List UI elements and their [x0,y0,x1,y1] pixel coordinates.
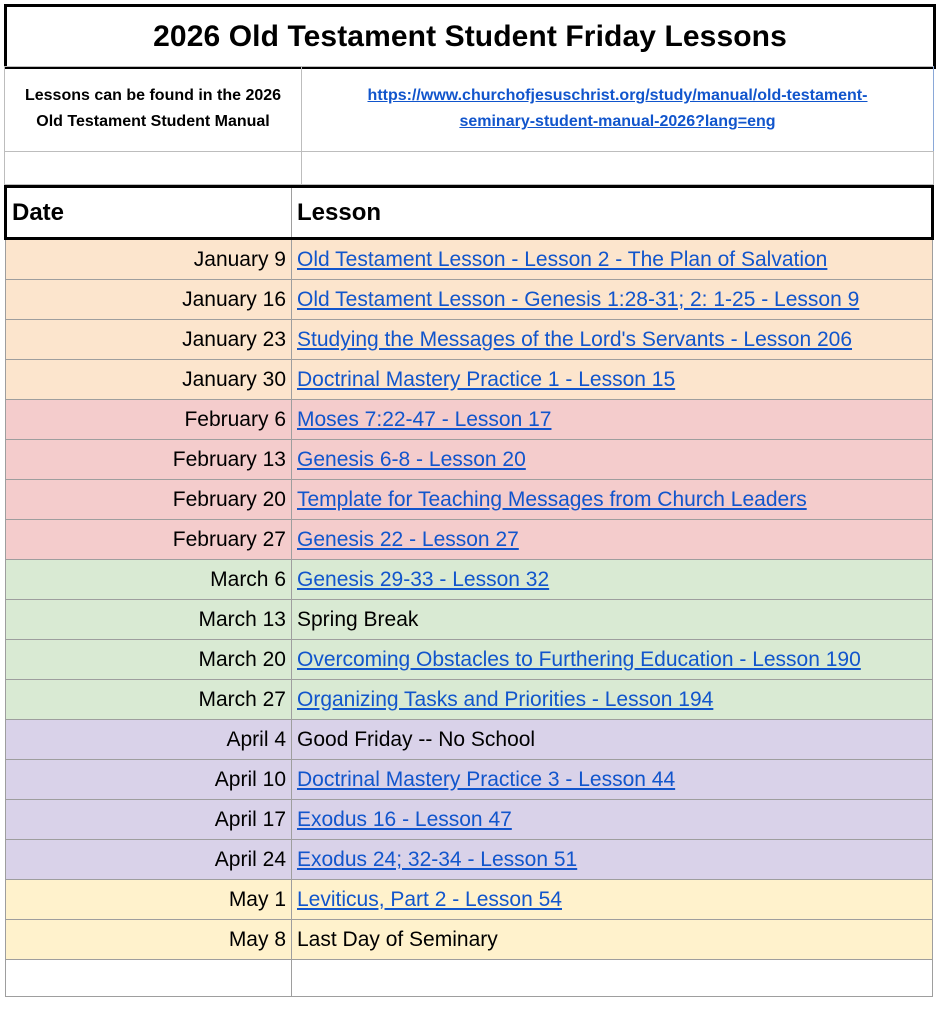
lesson-cell [292,280,933,320]
table-row [6,440,933,480]
lesson-cell [292,600,933,640]
date-cell: January 23 [6,320,292,360]
date-cell: April 10 [6,760,292,800]
lesson-cell [292,560,933,600]
lesson-cell [292,400,933,440]
table-row [6,720,933,760]
date-cell: February 27 [6,520,292,560]
lesson-cell [292,880,933,920]
date-cell: January 16 [6,280,292,320]
lesson-header: Lesson [292,187,933,239]
table-row [6,640,933,680]
lesson-link[interactable]: Studying the Messages of the Lord's Servants - Lesson 206 [297,327,853,351]
table-row [6,520,933,560]
lesson-cell [292,320,933,360]
spacer-row [5,152,934,185]
date-cell: February 20 [6,480,292,520]
date-cell: April 24 [6,840,292,880]
lesson-cell [292,440,933,480]
lesson-link[interactable]: Old Testament Lesson - Lesson 2 - The Plan of Salvation [297,247,828,271]
date-cell: May 8 [6,920,292,960]
manual-link[interactable] [368,87,868,130]
date-cell: March 20 [6,640,292,680]
lesson-link[interactable]: Doctrinal Mastery Practice 3 - Lesson 44 [297,767,676,791]
blank-row [6,960,933,997]
lesson-link[interactable]: Organizing Tasks and Priorities - Lesson 194 [297,687,714,711]
lesson-text: Spring Break [297,607,419,631]
page-title: 2026 Old Testament Student Friday Lessons [153,19,787,53]
table-row [6,320,933,360]
lesson-text: Good Friday -- No School [297,727,536,751]
manual-link-cell [302,67,934,152]
date-cell: January 9 [6,239,292,280]
table-row [6,680,933,720]
lesson-cell [292,360,933,400]
table-row [6,760,933,800]
lesson-cell [292,480,933,520]
date-cell: March 13 [6,600,292,640]
empty-cell [302,152,934,185]
table-row [6,880,933,920]
date-header: Date [6,187,292,239]
table-row [6,480,933,520]
table-row [6,280,933,320]
lesson-cell [292,920,933,960]
table-row [6,360,933,400]
date-cell: March 6 [6,560,292,600]
lessons-table [4,185,934,997]
lesson-cell [292,239,933,280]
lesson-link[interactable]: Old Testament Lesson - Genesis 1:28-31; 2: 1-25 - Lesson 9 [297,287,860,311]
table-row [6,800,933,840]
date-cell: January 30 [6,360,292,400]
lesson-link[interactable]: Exodus 16 - Lesson 47 [297,807,512,831]
lesson-cell [292,680,933,720]
date-cell: April 4 [6,720,292,760]
lesson-link[interactable]: Doctrinal Mastery Practice 1 - Lesson 15 [297,367,676,391]
lesson-link[interactable]: Template for Teaching Messages from Church Leaders [297,487,807,511]
table-row [6,560,933,600]
lesson-link[interactable]: Moses 7:22-47 - Lesson 17 [297,407,552,431]
header-row [6,187,933,239]
manual-note: Lessons can be found in the 2026 Old Testament Student Manual [5,67,302,152]
lesson-text: Last Day of Seminary [297,927,498,951]
empty-cell [5,152,302,185]
lesson-link[interactable]: Exodus 24; 32-34 - Lesson 51 [297,847,578,871]
empty-cell [6,960,292,997]
info-table [4,66,934,185]
lesson-link[interactable]: Overcoming Obstacles to Furthering Education - Lesson 190 [297,647,861,671]
date-cell: February 13 [6,440,292,480]
page-title-box [4,4,936,69]
table-row [6,239,933,280]
lesson-cell [292,760,933,800]
table-row [6,840,933,880]
table-row [6,400,933,440]
lesson-cell [292,840,933,880]
empty-cell [292,960,933,997]
date-cell: March 27 [6,680,292,720]
date-cell: April 17 [6,800,292,840]
lesson-link[interactable]: Genesis 29-33 - Lesson 32 [297,567,550,591]
lesson-link[interactable]: Genesis 6-8 - Lesson 20 [297,447,526,471]
table-row [6,600,933,640]
manual-link-line1: https://www.churchofjesuschrist.org/study/manual/old-testament- [367,87,868,104]
lesson-cell [292,520,933,560]
lesson-link[interactable]: Leviticus, Part 2 - Lesson 54 [297,887,562,911]
info-row [5,67,934,152]
lesson-link[interactable]: Genesis 22 - Lesson 27 [297,527,519,551]
table-row [6,920,933,960]
lesson-cell [292,720,933,760]
date-cell: February 6 [6,400,292,440]
lesson-cell [292,640,933,680]
date-cell: May 1 [6,880,292,920]
lesson-cell [292,800,933,840]
manual-link-line2: seminary-student-manual-2026?lang=eng [459,113,776,130]
